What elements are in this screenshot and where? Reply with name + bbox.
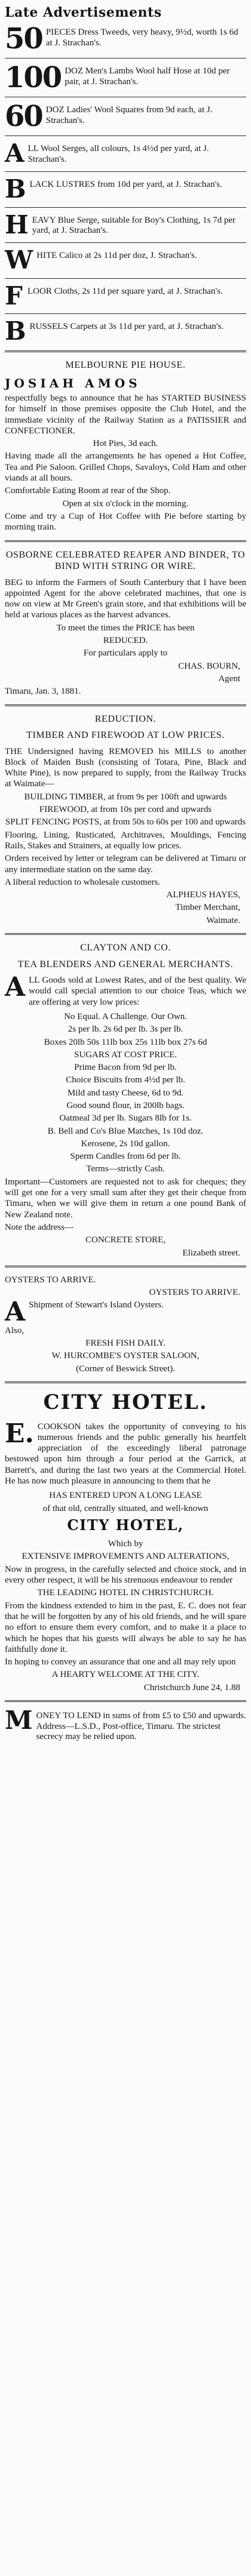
signer-place: Waimate. xyxy=(206,915,240,925)
divider xyxy=(5,313,246,314)
divider xyxy=(5,1700,246,1702)
small-ad xyxy=(5,60,246,94)
notice-line: EXTENSIVE IMPROVEMENTS AND ALTERATIONS, xyxy=(22,1552,229,1562)
divider xyxy=(5,58,246,59)
notice-line: FIREWOOD, at from 10s per cord and upwards xyxy=(39,805,212,815)
notice-body: BEG to inform the Farmers of South Canterbury that I have been appointed Agent for the above celebrated machines, that one is now on view at Mr Green's grain store, and that exhibitions will be held at various places as the harvest advances. xyxy=(5,577,246,620)
notice-body-text: COOKSON takes the opportunity of conveying to his numerous friends and the public generally his heartfelt appreciation of the exceedingly liberal patronage bestowed upon him through a four period at the Garrick, at Barrett's, and during the last two years at the Commercial Hotel. He has now much pleasure in announcing to them that he xyxy=(5,1421,246,1486)
city-hotel-notice xyxy=(5,1390,246,1693)
notice-line: A HEARTY WELCOME AT THE CITY. xyxy=(51,1670,200,1680)
notice-heading: OYSTERS TO ARRIVE. xyxy=(5,1275,96,1285)
notice-heading: OSBORNE CELEBRATED REAPER AND BINDER, TO BIND WITH STRING OR WIRE. xyxy=(5,549,246,572)
notice-body xyxy=(5,1418,246,1487)
notice-body-text: Shipment of Stewart's Island Oysters. xyxy=(29,1300,164,1310)
notice-line: Orders received by letter or telegram can be delivered at Timaru or any intermediate station on the same day. xyxy=(5,854,246,875)
small-ad xyxy=(5,174,246,204)
divider xyxy=(5,933,246,935)
pie-house-notice xyxy=(5,359,246,533)
notice-line: Kerosene, 2s 10d gallon. xyxy=(81,1138,170,1149)
notice-body: THE Undersigned having REMOVED his MILLS to another Block of Maiden Bush (consisting of Totara, Pine, Black and White Pine), is now prepared to supply, from the Railway Trucks at Waimate— xyxy=(5,746,246,789)
agent-name: CHAS. BOURN, xyxy=(178,661,240,671)
notice-line: For particulars apply to xyxy=(83,648,168,658)
notice-line: SPLIT FENCING POSTS, at from 50s to 60s per 100 and upwards xyxy=(5,817,246,827)
ad-text: RUSSELS Carpets at 3s 11d per yard, at J. Strachan's. xyxy=(29,322,224,332)
notice-line: Note the address— xyxy=(5,1222,74,1232)
drop-cap: E. xyxy=(5,1418,34,1449)
notice-date: Christchurch June 24, 1.88 xyxy=(143,1682,240,1692)
divider xyxy=(5,207,246,208)
divider xyxy=(5,1381,246,1383)
notice-body: respectfully begs to announce that he has STARTED BUSINESS for himself in those premises opposite the Club Hotel, and the immediate vicinity of the Railway Station as a PATISSIER and CONFECTIONER. xyxy=(5,393,246,436)
notice-line: Mild and tasty Cheese, 6d to 9d. xyxy=(67,1088,184,1098)
ad-lead-number: 60 xyxy=(5,100,42,134)
ad-text: LOOR Cloths, 2s 11d per square yard, at J. Strachan's. xyxy=(27,286,223,296)
notice-line: Good sound flour, in 200lb bags. xyxy=(66,1101,185,1110)
saloon-address: (Corner of Beswick Street). xyxy=(76,1364,175,1374)
notice-line: Now in progress, in the carefully selected and choice stock, and in every other respect, it will be his strenuous endeavour to render xyxy=(5,1564,246,1586)
address-line: CONCRETE STORE, xyxy=(85,1235,166,1245)
notice-line: A liberal reduction to wholesale customers. xyxy=(5,877,160,887)
ad-lead-number: 100 xyxy=(5,60,62,94)
oysters-notice xyxy=(5,1275,246,1374)
notice-line: SUGARS AT COST PRICE. xyxy=(74,1050,177,1060)
notice-line: In hoping to convey an assurance that one and all may rely upon xyxy=(5,1657,236,1667)
small-ad xyxy=(5,139,246,168)
notice-line: B. Bell and Co's Blue Matches, 1s 10d doz. xyxy=(47,1126,204,1136)
ad-text: LACK LUSTRES from 10d per yard, at J. Strachan's. xyxy=(29,179,222,189)
notice-line: Which by xyxy=(108,1539,143,1549)
notice-line: BUILDING TIMBER, at from 9s per 100ft and upwards xyxy=(24,792,227,802)
ad-lead-letter: F xyxy=(5,281,23,310)
notice-line: Oatmeal 3d per lb. Sugars 8lb for 1s. xyxy=(59,1113,192,1124)
money-notice xyxy=(5,1706,246,1743)
small-ad xyxy=(5,21,246,56)
small-ads-section xyxy=(5,21,246,346)
divider xyxy=(5,1266,246,1267)
ad-lead-letter: W xyxy=(5,245,33,275)
newspaper-page xyxy=(5,0,246,1752)
ad-lead-letter: B xyxy=(5,316,26,346)
notice-line: Flooring, Lining, Rusticated, Architraves, Mouldings, Fencing Rails, Stakes and Strainers, at equally low prices. xyxy=(5,830,246,851)
ad-lead-letter: A xyxy=(5,139,25,168)
divider xyxy=(5,278,246,279)
divider xyxy=(5,350,246,352)
page-title: Late Advertisements xyxy=(5,5,162,20)
notice-line: Terms—strictly Cash. xyxy=(86,1164,165,1174)
notice-line: FRESH FISH DAILY. xyxy=(85,1338,166,1349)
ad-lead-number: 50 xyxy=(5,21,42,56)
divider xyxy=(5,540,246,542)
divider xyxy=(5,242,246,243)
notice-subheading: CITY HOTEL, xyxy=(67,1516,184,1534)
small-ad xyxy=(5,245,246,275)
address-line: Elizabeth street. xyxy=(182,1248,240,1258)
proprietor-name: JOSIAH AMOS xyxy=(5,376,141,390)
notice-line: Also, xyxy=(5,1325,25,1335)
notice-body xyxy=(5,972,246,1008)
notice-line: To meet the times the PRICE has been xyxy=(56,623,195,633)
divider xyxy=(5,704,246,706)
saloon-name: W. HURCOMBE'S OYSTER SALOON, xyxy=(51,1351,200,1361)
ad-text: ONEY TO LEND in sums of from £5 to £50 and upwards. Address—L.S.D., Post-office, Timaru. The strictest secrecy may be relied upon. xyxy=(36,1711,246,1742)
notice-line: From the kindness extended to him in the past, E. C. does not fear that he will be forgotten by any of his old friends, and he will spare no effort to ensure them every comfort, and to make it a place to which he hopes that his guests will always be able to say he has faithfully done it. xyxy=(5,1601,246,1654)
notice-line: Sperm Candles from 6d per lb. xyxy=(70,1152,181,1162)
notice-line: Open at six o'clock in the morning. xyxy=(62,498,189,509)
small-ad xyxy=(5,281,246,310)
notice-line: Choice Biscuits from 4½d per lb. xyxy=(66,1075,185,1085)
tea-challenge: No Equal. A Challenge. Our Own. xyxy=(64,1011,187,1021)
tea-prices: 2s per lb. 2s 6d per lb. 3s per lb. xyxy=(68,1024,183,1035)
notice-subheading: TIMBER AND FIREWOOD AT LOW PRICES. xyxy=(26,730,225,741)
notice-body xyxy=(5,1297,246,1328)
notice-line: Important—Customers are requested not to ask for cheques; they will get one for a very small sum after they get their cheque from Timaru, when we will give them in return a one pound Bank of New Zealand note. xyxy=(5,1177,246,1220)
ad-lead-letter: B xyxy=(5,174,26,204)
notice-subheading: TEA BLENDERS AND GENERAL MERCHANTS. xyxy=(17,959,234,970)
notice-heading: MELBOURNE PIE HOUSE. xyxy=(65,360,186,371)
ad-text: EAVY Blue Serge, suitable for Boy's Clothing, 1s 7d per yard, at J. Strachan's. xyxy=(32,215,236,236)
small-ad xyxy=(5,100,246,134)
notice-subheading: OYSTERS TO ARRIVE. xyxy=(149,1288,240,1298)
notice-line: Comfortable Eating Room at rear of the Shop. xyxy=(5,486,171,496)
notice-line: THE LEADING HOTEL IN CHRISTCHURCH. xyxy=(37,1588,214,1598)
notice-heading: CITY HOTEL. xyxy=(43,1390,208,1415)
timber-notice xyxy=(5,713,246,926)
signer-title: Timber Merchant, xyxy=(175,903,240,913)
ad-text: PIECES Dress Tweeds, very heavy, 9½d, worth 1s 6d at J. Strachan's. xyxy=(45,27,238,48)
notice-line: Having made all the arrangements he has opened a Hot Coffee, Tea and Pie Saloon. Grilled Chops, Savaloys, Cold Ham and other viands at all hours. xyxy=(5,451,246,484)
ad-text: DOZ Ladies' Wool Squares from 9d each, at J. Strachan's. xyxy=(45,105,213,125)
notice-date: Timaru, Jan. 3, 1881. xyxy=(5,687,81,697)
ad-text: LL Wool Serges, all colours, 1s 4½d per yard, at J. Strachan's. xyxy=(27,144,209,164)
ad-lead-letter: M xyxy=(5,1706,33,1735)
ad-text: DOZ Men's Lambs Wool half Hose at 10d per pair, at J. Strachan's. xyxy=(65,66,230,87)
notice-line: REDUCED. xyxy=(103,636,148,646)
notice-body-text: LL Goods sold at Lowest Rates, and of the best quality. We would call special attention to our choice Teas, which we are offering at very low prices: xyxy=(29,975,246,1007)
ad-text: HITE Calico at 2s 11d per doz, J. Strachan's. xyxy=(36,251,197,261)
reaper-notice xyxy=(5,549,246,697)
notice-line: Hot Pies, 3d each. xyxy=(93,439,158,449)
small-ad xyxy=(5,210,246,239)
signer-name: ALPHEUS HAYES, xyxy=(166,890,240,900)
tea-boxes: Boxes 20lb 50s 11lb box 25s 11lb box 27s 6d xyxy=(44,1037,207,1047)
notice-line: Prime Bacon from 9d per lb. xyxy=(74,1063,177,1073)
divider xyxy=(5,171,246,172)
small-ad xyxy=(5,316,246,346)
ad-lead-letter: H xyxy=(5,210,29,239)
notice-heading: REDUCTION. xyxy=(94,713,157,724)
drop-cap: A xyxy=(5,1297,26,1328)
drop-cap: A xyxy=(5,972,26,1003)
notice-line: HAS ENTERED UPON A LONG LEASE xyxy=(49,1491,202,1501)
notice-line: of that old, centrally situated, and well-known xyxy=(42,1503,209,1513)
clayton-notice xyxy=(5,942,246,1258)
agent-role: Agent xyxy=(218,673,240,684)
notice-line: Come and try a Cup of Hot Coffee with Pie before starting by morning train. xyxy=(5,511,246,533)
notice-heading: CLAYTON AND CO. xyxy=(80,943,171,953)
